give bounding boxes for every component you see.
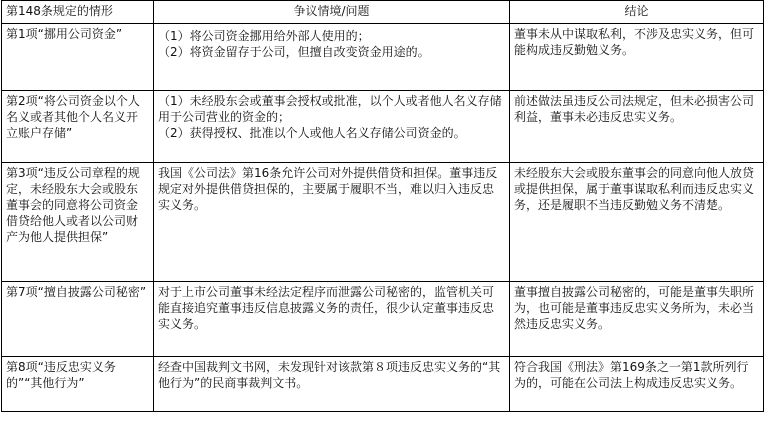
issue-line: （2）获得授权、批准以个人或他人名义存储公司资金的。 — [158, 126, 466, 140]
issue-line: （1）未经股东会或董事会授权或批准，以个人或者他人名义存储用于公司营业的资金的； — [158, 94, 502, 124]
issue-cell — [154, 282, 510, 357]
conclusion-cell: 董事未从中谋取私利，不涉及忠实义务，但可能构成违反勤勉义务。 — [510, 24, 764, 91]
situation-cell: 第8项“违反忠实义务的”“其他行为” — [2, 357, 154, 412]
issue-cell — [154, 357, 510, 412]
conclusion-cell: 前述做法虽违反公司法规定，但未必损害公司利益，董事未必违反忠实义务。 — [510, 91, 764, 163]
table-row — [2, 91, 764, 163]
issue-cell — [154, 163, 510, 282]
header-conclusion: 结论 — [510, 1, 764, 24]
issue-line: 我国《公司法》第16条允许公司对外提供借贷和担保。董事违反规定对外提供借贷担保的，主要属于履职不当，难以归入违反忠实义务。 — [158, 166, 498, 212]
table-row — [2, 357, 764, 412]
comparison-table — [1, 0, 764, 412]
table-row — [2, 282, 764, 357]
conclusion-cell: 符合我国《刑法》第169条之一第1款所列行为的，可能在公司法上构成违反忠实义务。 — [510, 357, 764, 412]
situation-cell: 第3项“违反公司章程的规定，未经股东大会或股东董事会的同意将公司资金借贷给他人或者以公司财产为他人提供担保” — [2, 163, 154, 282]
header-situation: 第148条规定的情形 — [2, 1, 154, 24]
table-row — [2, 163, 764, 282]
situation-cell: 第1项“挪用公司资金” — [2, 24, 154, 91]
table-row — [2, 24, 764, 91]
issue-line: （2）将资金留存于公司，但擅自改变资金用途的。 — [158, 45, 430, 59]
issue-line: （1）将公司资金挪用给外部人使用的； — [158, 29, 370, 43]
header-row — [2, 1, 764, 24]
situation-cell: 第2项“将公司资金以个人名义或者其他个人名义开立账户存储” — [2, 91, 154, 163]
issue-cell — [154, 24, 510, 91]
header-issue: 争议情境/问题 — [154, 1, 510, 24]
situation-cell: 第7项“擅自披露公司秘密” — [2, 282, 154, 357]
conclusion-cell: 未经股东大会或股东董事会的同意向他人放贷或提供担保，属于董事谋取私利而违反忠实义务，还是履职不当违反勤勉义务不清楚。 — [510, 163, 764, 282]
issue-line: 经查中国裁判文书网，未发现针对该款第８项违反忠实义务的“其他行为”的民商事裁判文书。 — [158, 360, 501, 390]
issue-line: 对于上市公司董事未经法定程序而泄露公司秘密的，监管机关可能直接追究董事违反信息披露义务的责任，很少认定董事违反忠实义务。 — [158, 285, 495, 331]
conclusion-cell: 董事擅自披露公司秘密的，可能是董事失职所为，也可能是董事违反忠实义务所为，未必当然违反忠实义务。 — [510, 282, 764, 357]
issue-cell — [154, 91, 510, 163]
